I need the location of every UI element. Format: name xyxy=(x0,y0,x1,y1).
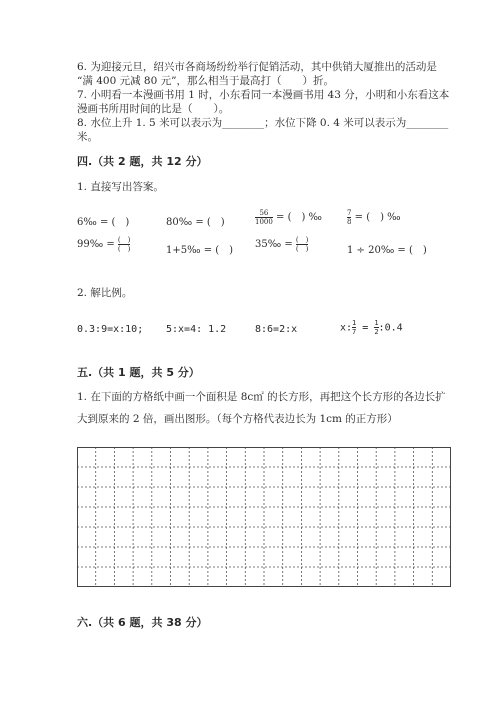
proportion-b: 5:x=4: 1.2 xyxy=(166,324,227,335)
fraction-1-2: $\frac{1}{2}$ xyxy=(374,319,379,336)
calc-r1-d: $\frac{7}{8}$ = ( ) ‰ xyxy=(347,209,401,226)
calc-r1-c: $\frac{56}{1000}$ = ( ) ‰ xyxy=(255,209,322,226)
q8-line2: 米。 xyxy=(77,131,98,143)
section4-q1-title: 1. 直接写出答案。 xyxy=(77,181,164,193)
section5-line2: 大到原来的 2 倍，画出图形。（每个方格代表边长为 1cm 的正方形） xyxy=(77,413,398,425)
proportion-d: x: $\frac{1}{7}$ = $\frac{1}{2}$ :0.4 xyxy=(340,319,403,336)
q7-line2: 漫画书所用时间的比是（ ）。 xyxy=(77,103,230,115)
proportion-c: 8:6=2:x xyxy=(255,324,298,335)
fraction-56-1000: $\frac{56}{1000}$ xyxy=(255,209,273,226)
q6-line2: “满 400 元减 80 元”，那么相当于最高打（ ）折。 xyxy=(77,75,334,87)
q6-line1: 6. 为迎接元旦，绍兴市各商场纷纷举行促销活动，其中供销大厦推出的活动是 xyxy=(77,61,437,73)
section4-heading: 四.（共 2 题，共 12 分） xyxy=(77,155,208,168)
graph-paper-grid xyxy=(77,447,451,587)
fraction-1-7: $\frac{1}{7}$ xyxy=(352,319,357,336)
calc-r2-b: 1+5‰ = ( ) xyxy=(166,245,234,256)
q7-line1: 7. 小明看一本漫画书用 1 时，小东看同一本漫画书用 43 分，小明和小东看这本 xyxy=(77,89,450,101)
blank-fraction: $\frac{( )}{( )}$ xyxy=(295,236,309,253)
calc-r2-a: 99‰ = $\frac{( )}{( )}$ xyxy=(77,236,131,253)
calc-r2-d: 1 ÷ 20‰ = ( ) xyxy=(347,245,427,256)
section5-heading: 五.（共 1 题，共 5 分） xyxy=(77,366,200,379)
proportion-a: 0.3:9=x:10; xyxy=(77,324,144,335)
q8-line1: 8. 水位上升 1. 5 米可以表示为________；水位下降 0. 4 米可以表示为________ xyxy=(77,117,449,129)
section5-line1: 1. 在下面的方格纸中画一个面积是 8c㎡ 的长方形，再把这个长方形的各边长扩 xyxy=(77,391,446,403)
blank-fraction: $\frac{( )}{( )}$ xyxy=(117,236,131,253)
calc-r1-a: 6‰ = ( ) xyxy=(77,217,130,228)
calc-r2-c: 35‰ = $\frac{( )}{( )}$ xyxy=(255,236,309,253)
section6-heading: 六.（共 6 题，共 38 分） xyxy=(77,616,208,629)
calc-r1-b: 80‰ = ( ) xyxy=(166,217,225,228)
section4-q2-title: 2. 解比例。 xyxy=(77,287,133,299)
fraction-7-8: $\frac{7}{8}$ xyxy=(347,209,352,226)
